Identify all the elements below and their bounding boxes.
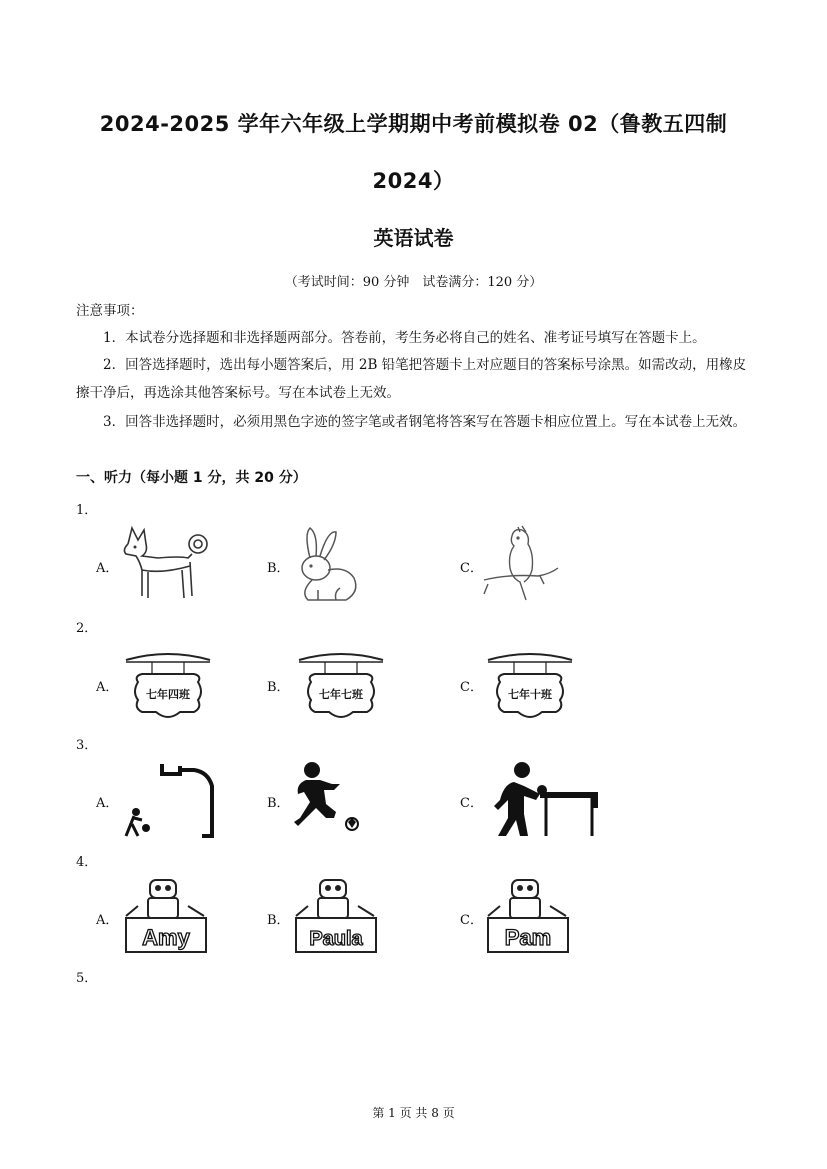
section-heading-listening: 一、听力（每小题 1 分，共 20 分）: [76, 470, 307, 486]
question-number-2: 2．: [76, 621, 98, 636]
class-sign-a-text: 七年四班: [146, 688, 190, 701]
notice-item-2: 2．回答选择题时，选出每小题答案后，用 2B 铅笔把答题卡上对应题目的答案标号涂黑。如需改动，用橡皮擦干净后，再选涂其他答案标号。写在本试卷上无效。: [76, 357, 747, 401]
q4-option-b-label: B．: [267, 913, 290, 928]
question-number-1: 1．: [76, 503, 98, 518]
q4-option-c-label: C．: [460, 913, 483, 928]
basketball-icon: [122, 762, 218, 838]
parrot-icon: [478, 524, 560, 604]
notice-item-1: 1．本试卷分选择题和非选择题两部分。答卷前，考生务必将自己的姓名、准考证号填写在答题卡上。: [103, 330, 706, 346]
q1-option-c-label: C．: [460, 561, 483, 576]
exam-info: （考试时间：90 分钟 试卷满分：120 分）: [284, 275, 543, 290]
football-icon: [290, 760, 362, 838]
name-sign-c-text: Pam: [504, 925, 552, 950]
q2-option-c-label: C．: [460, 680, 483, 695]
name-sign-a-text: Amy: [142, 925, 190, 950]
q3-option-b-label: B．: [267, 796, 290, 811]
q2-option-a-label: A．: [96, 680, 119, 695]
name-sign-c: [484, 876, 572, 956]
dog-icon: [118, 522, 210, 606]
q2-option-b-label: B．: [267, 680, 290, 695]
rabbit-icon: [290, 526, 362, 606]
q4-option-a-label: A．: [96, 913, 119, 928]
class-sign-b-text: 七年七班: [319, 688, 363, 701]
ping-pong-icon: [486, 760, 600, 838]
notice-heading: 注意事项：: [76, 303, 144, 319]
notice-item-3: 3．回答非选择题时，必须用黑色字迹的签字笔或者钢笔将答案写在答题卡相应位置上。写在本试卷上无效。: [103, 414, 747, 430]
question-number-4: 4．: [76, 855, 98, 870]
question-number-5: 5．: [76, 971, 98, 986]
exam-title-line2: 2024）: [372, 169, 455, 193]
page-footer: 第 1 页 共 8 页: [372, 1106, 455, 1120]
q1-option-b-label: B．: [267, 561, 290, 576]
class-sign-a: [122, 646, 214, 724]
class-sign-c-text: 七年十班: [508, 688, 552, 701]
subject-title: 英语试卷: [373, 226, 454, 250]
question-number-3: 3．: [76, 738, 98, 753]
q1-option-a-label: A．: [96, 561, 119, 576]
class-sign-c: [484, 646, 576, 724]
name-sign-a: [122, 876, 210, 956]
exam-title-line1: 2024-2025 学年六年级上学期期中考前模拟卷 02（鲁教五四制: [99, 112, 728, 136]
q3-option-a-label: A．: [96, 796, 119, 811]
name-sign-b: [292, 876, 380, 956]
name-sign-b-text: Paula: [309, 928, 363, 950]
class-sign-b: [295, 646, 387, 724]
q3-option-c-label: C．: [460, 796, 483, 811]
